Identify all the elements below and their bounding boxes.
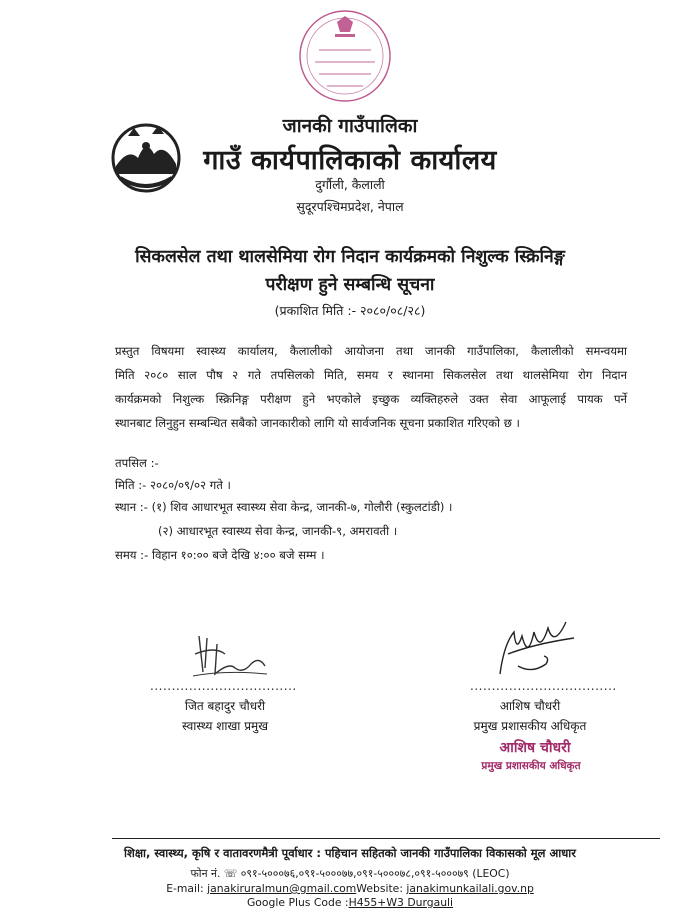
left-signatory-name: जित बहादुर चौधरी xyxy=(184,699,266,713)
footer-divider xyxy=(112,838,660,839)
plus-code-label: Google Plus Code : xyxy=(246,896,349,909)
municipality-name: जानकी गाउँपालिका xyxy=(282,115,418,137)
left-signature xyxy=(185,624,275,684)
office-seal-stamp xyxy=(297,6,393,106)
notice-title-line-1: सिकलसेल तथा थालसेमिया रोग निदान कार्यक्रमको निशुल्क स्क्रिनिङ्ग xyxy=(135,247,565,267)
notice-paragraph-line: कार्यक्रमको निशुल्क स्क्रिनिङ्ग परीक्षण हुने भएकोले इच्छुक व्यक्तिहरुले उक्त सेवा आफूलाई पायक पर्ने xyxy=(115,392,627,406)
email-link[interactable]: janakiruralmun@gmail.com xyxy=(207,882,357,895)
notice-paragraph-line: प्रस्तुत विषयमा स्वास्थ्य कार्यालय, कैलालीको आयोजना तथा जानकी गाउँपालिका, कैलालीको समन्वयमा xyxy=(115,344,627,358)
website-label: Website: xyxy=(356,882,403,895)
address-line-2: सुदूरपश्चिमप्रदेश, नेपाल xyxy=(296,199,404,214)
email-label: E-mail: xyxy=(166,882,204,895)
schedule-place-2: (२) आधारभूत स्वास्थ्य सेवा केन्द्र, जानकी-९, अमरावती । xyxy=(158,524,398,538)
officer-stamp-title: प्रमुख प्रशासकीय अधिकृत xyxy=(481,760,581,772)
footer-plus-code xyxy=(60,896,640,909)
notice-paragraph-line: स्थानबाट लिनुहुन सम्बन्धित सबैको जानकारीको लागि यो सार्वजनिक सूचना प्रकाशित गरिएको छ । xyxy=(115,416,520,430)
signature-line-right: .................................. xyxy=(470,679,617,693)
signature-line-left: .................................. xyxy=(150,679,297,693)
footer-contact xyxy=(60,882,640,895)
schedule-time: समय :- विहान १०:०० बजे देखि ४:०० बजे सम्म । xyxy=(115,548,325,562)
office-name: गाउँ कार्यपालिकाको कार्यालय xyxy=(203,145,497,176)
plus-code-value: H455+W3 Durgauli xyxy=(348,896,454,909)
schedule-heading: तपसिल :- xyxy=(115,456,159,470)
notice-title-line-2: परीक्षण हुने सम्बन्धि सूचना xyxy=(265,275,435,295)
schedule-date: मिति :- २०८०/०९/०२ गते । xyxy=(115,478,231,492)
right-signatory-title: प्रमुख प्रशासकीय अधिकृत xyxy=(473,719,587,733)
website-link[interactable]: janakimunkailali.gov.np xyxy=(406,882,534,895)
footer-phone: फोन नं. ☏ ०९१-५०००७६,०९१-५०००७७,०९१-५०००७८,०९१-५०००७९ (LEOC) xyxy=(190,867,510,880)
right-signature xyxy=(488,614,580,686)
schedule-place-1: स्थान :- (१) शिव आधारभूत स्वास्थ्य सेवा केन्द्र, जानकी-७, गोलौरी (स्कुलटांडी) । xyxy=(115,500,453,514)
left-signatory-title: स्वास्थ्य शाखा प्रमुख xyxy=(181,719,269,733)
notice-paragraph-line: मिति २०८० साल पौष २ गते तपसिलको मिति, समय र स्थानमा सिकलसेल तथा थालसेमिया रोग निदान xyxy=(115,368,627,382)
address-line-1: दुर्गौली, कैलाली xyxy=(315,177,385,192)
published-date: (प्रकाशित मिति :- २०८०/०८/२८) xyxy=(274,303,426,318)
footer-slogan: शिक्षा, स्वास्थ्य, कृषि र वातावरणमैत्री पूर्वाधार : पहिचान सहितको जानकी गाउँपालिका विकासको मूल आधार xyxy=(124,846,576,860)
officer-stamp-name: आशिष चौधरी xyxy=(499,740,571,756)
right-signatory-name: आशिष चौधरी xyxy=(499,699,561,713)
